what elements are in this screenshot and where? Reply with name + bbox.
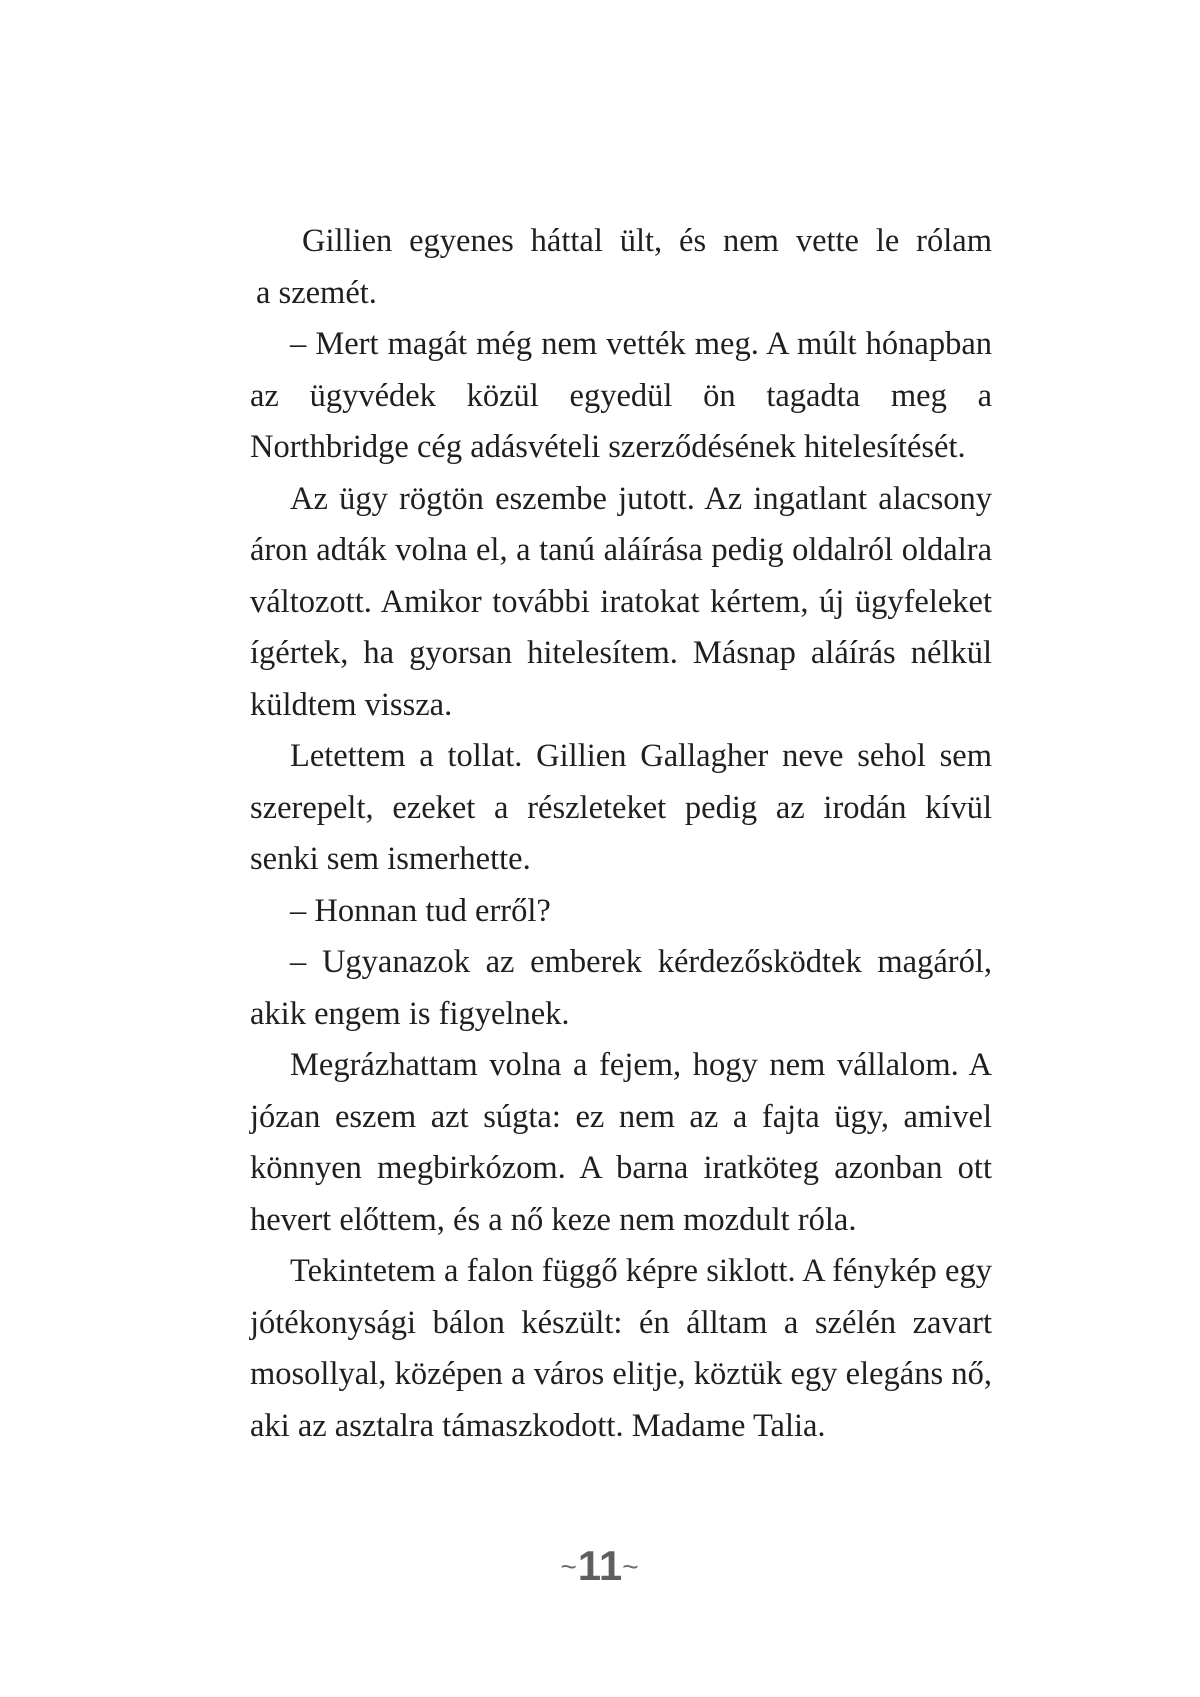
paragraph-8: Tekintetem a falon függő képre siklott. A fénykép egy jótékonysági bálon készült: én álltam a szélén zavart mosollyal, középen a város elitje, köztük egy elegáns nő, aki az asztalra támaszkodott. Madame Talia.: [250, 1253, 992, 1444]
paragraph-4: Letettem a tollat. Gillien Gallagher neve sehol sem szerepelt, ezeket a részleteket pedig az irodán kívül senki sem ismerhette.: [250, 738, 992, 877]
paragraph-5: – Honnan tud erről?: [290, 892, 551, 929]
paragraph-3: Az ügy rögtön eszembe jutott. Az ingatlant alacsony áron adták volna el, a tanú aláírása pedig oldalról oldalra változott. Amikor további iratokat kértem, új ügyfeleket ígértek, ha gyorsan hitelesítem. Másnap aláírás nélkül küldtem vissza.: [250, 480, 992, 723]
paragraph-1-line-1: Gillien egyenes háttal ült, és nem vette le rólam: [302, 223, 992, 259]
tilde-left: ~: [560, 1551, 578, 1582]
paragraph-6: – Ugyanazok az emberek kérdezősködtek magáról, akik engem is figyelnek.: [250, 944, 992, 1032]
paragraph-2: – Mert magát még nem vették meg. A múlt hónapban az ügyvédek közül egyedül ön tagadta meg a Northbridge cég adásvételi szerződésének hitelesítését.: [250, 326, 992, 465]
paragraph-1: [250, 216, 992, 319]
paragraph-7: Megrázhattam volna a fejem, hogy nem vállalom. A józan eszem azt súgta: ez nem az a fajta ügy, amivel könnyen megbirkózom. A barna iratköteg azonban ott hevert előttem, és a nő keze nem mozdult róla.: [250, 1047, 992, 1238]
body-text: [250, 216, 992, 1452]
tilde-right: ~: [622, 1551, 640, 1582]
page-number-footer: [0, 1542, 1200, 1590]
paragraph-1-line-2: a szemét.: [256, 274, 377, 311]
page-number: 11: [577, 1542, 623, 1589]
